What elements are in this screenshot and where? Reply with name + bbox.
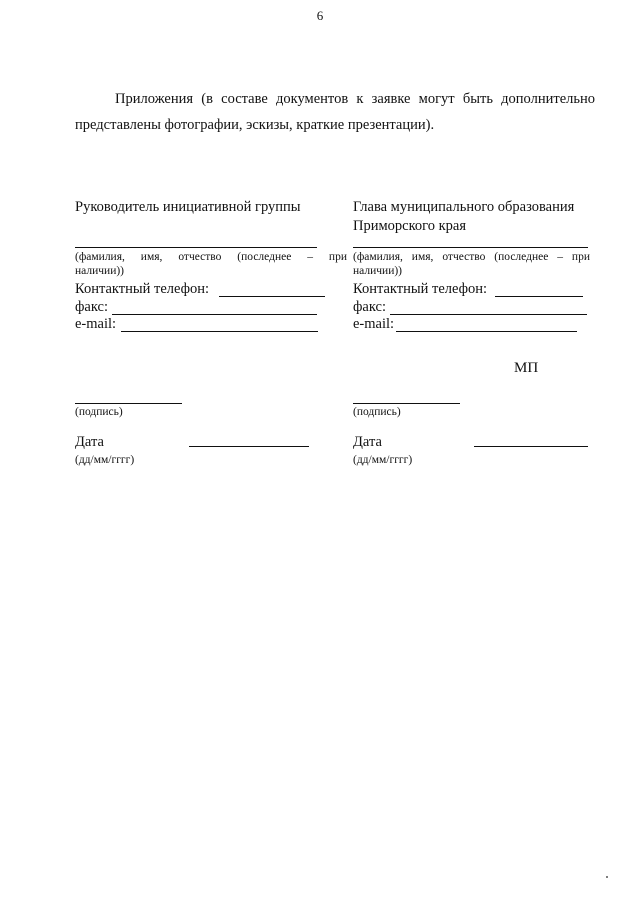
right-email-label: e-mail: (353, 316, 395, 332)
left-date-format: (дд/мм/гггг) (75, 454, 135, 466)
left-heading: Руководитель инициативной группы (75, 199, 301, 215)
left-signature-line[interactable] (75, 403, 182, 404)
left-email-field[interactable] (121, 331, 318, 332)
right-fax-label: факс: (353, 299, 386, 315)
appendix-line-2: представлены фотографии, эскизы, краткие презентации). (75, 117, 435, 133)
appendix-line-1: Приложения (в составе документов к заявке могут быть дополнительно (115, 91, 595, 107)
appendix-paragraph (75, 86, 595, 138)
right-name-hint-line-2: наличии)) (353, 265, 403, 277)
left-date-field[interactable] (189, 446, 309, 447)
right-date-field[interactable] (474, 446, 588, 447)
right-date-format: (дд/мм/гггг) (353, 454, 413, 466)
left-phone-field[interactable] (219, 296, 325, 297)
left-date-label: Дата (75, 434, 104, 450)
left-name-line[interactable] (75, 247, 317, 248)
stamp-mark: МП (514, 360, 539, 376)
right-signature-line[interactable] (353, 403, 460, 404)
left-fax-field[interactable] (112, 314, 317, 315)
right-heading-line-2: Приморского края (353, 218, 467, 234)
right-fax-field[interactable] (390, 314, 587, 315)
scan-speck (606, 876, 608, 878)
left-fax-label: факс: (75, 299, 108, 315)
right-phone-label: Контактный телефон: (353, 281, 488, 297)
left-name-hint (75, 250, 347, 278)
right-name-hint (353, 250, 590, 278)
right-heading-line-1: Глава муниципального образования (353, 199, 575, 215)
page-number: 6 (316, 8, 324, 23)
right-name-hint-line-1: (фамилия, имя, отчество (последнее – при (353, 251, 590, 263)
left-name-hint-line-2: наличии)) (75, 265, 125, 277)
right-date-label: Дата (353, 434, 382, 450)
right-phone-field[interactable] (495, 296, 583, 297)
right-signature-hint: (подпись) (353, 406, 401, 418)
right-name-line[interactable] (353, 247, 588, 248)
left-email-label: e-mail: (75, 316, 117, 332)
left-phone-label: Контактный телефон: (75, 281, 210, 297)
left-signature-hint: (подпись) (75, 406, 123, 418)
right-email-field[interactable] (396, 331, 577, 332)
left-name-hint-line-1: (фамилия, имя, отчество (последнее – при (75, 251, 347, 263)
